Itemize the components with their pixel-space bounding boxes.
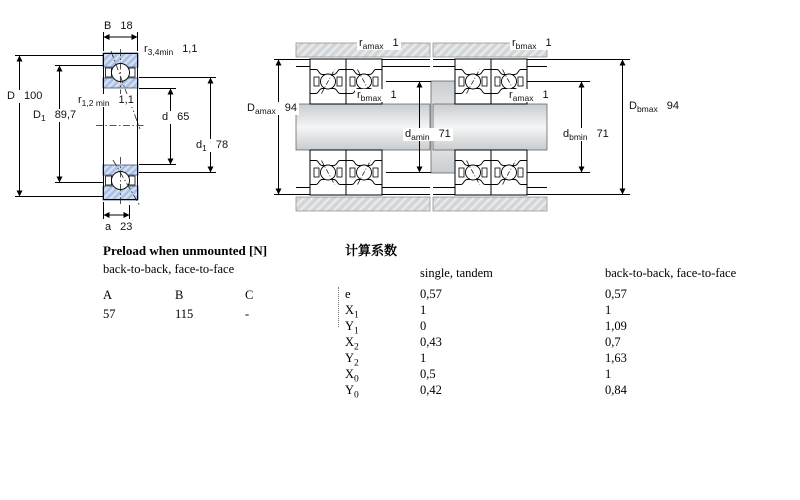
preload-value-C: - (245, 307, 250, 321)
preload-col-B: B (175, 288, 184, 302)
factor-row-single: 0,5 (420, 367, 436, 381)
dim-label-damin: $d_{amin}$ 71 (405, 128, 451, 143)
factor-row-label: $Y_1$ (345, 319, 359, 337)
dim-label-a: a 23 (105, 221, 133, 233)
factor-row-paired: 0,7 (605, 335, 621, 349)
factor-row-label: e (345, 287, 351, 301)
factor-row-single: 0 (420, 319, 427, 333)
preload-value-B: 115 (175, 307, 194, 321)
factor-row-paired: 0,84 (605, 383, 627, 397)
factor-row-single: 1 (420, 303, 427, 317)
factors-col-single: single, tandem (420, 266, 493, 280)
factor-row-label: $Y_0$ (345, 383, 359, 401)
dim-label-r34min: $r_{3,4min}$ 1,1 (144, 43, 198, 58)
dim-label-rbmax-b: $r_{bmax}$ 1 (512, 37, 552, 52)
factor-row-paired: 1,63 (605, 351, 627, 365)
dim-label-r12min: $r_{1,2 min}$ 1,1 (78, 94, 134, 109)
factor-row-single: 1 (420, 351, 427, 365)
dim-label-d1: $d_1$ 78 (196, 139, 229, 154)
dim-label-Damax: $D_{amax}$ 94 (247, 102, 297, 117)
arrangement-diagram-a (296, 43, 455, 211)
dim-label-D: D 100 (7, 90, 43, 102)
dim-label-dbmin: $d_{bmin}$ 71 (563, 128, 609, 143)
dim-label-d: d 65 (162, 111, 190, 123)
factor-row-paired: 1 (605, 303, 612, 317)
preload-value-A: 57 (103, 307, 116, 321)
dim-label-ramax-b: $r_{amax}$ 1 (509, 89, 549, 104)
preload-col-C: C (245, 288, 254, 302)
arrangement-diagram-b (433, 43, 547, 211)
factors-title: 计算系数 (345, 243, 398, 258)
dim-label-ramax-a: $r_{amax}$ 1 (359, 37, 399, 52)
preload-subtitle: back-to-back, face-to-face (103, 262, 235, 276)
dim-label-D1: $D_1$ 89,7 (33, 109, 77, 124)
factor-row-paired: 1,09 (605, 319, 627, 333)
dim-label-B: B 18 (104, 20, 133, 32)
bearing-cross-section (96, 49, 145, 206)
factors-col-paired: back-to-back, face-to-face (605, 266, 737, 280)
factor-row-label: $Y_2$ (345, 351, 359, 369)
preload-col-A: A (103, 288, 113, 302)
preload-title: Preload when unmounted [N] (103, 243, 268, 258)
factor-row-single: 0,43 (420, 335, 442, 349)
factor-row-label: $X_2$ (345, 335, 359, 353)
factor-row-label: $X_1$ (345, 303, 359, 321)
factor-row-single: 0,42 (420, 383, 442, 397)
dim-label-rbmax-a: $r_{bmax}$ 1 (357, 89, 397, 104)
factor-row-paired: 0,57 (605, 287, 627, 301)
factor-row-single: 0,57 (420, 287, 442, 301)
factor-row-paired: 1 (605, 367, 612, 381)
dim-label-Dbmax: $D_{bmax}$ 94 (629, 100, 679, 115)
factor-row-label: $X_0$ (345, 367, 359, 385)
table-divider (338, 287, 339, 327)
